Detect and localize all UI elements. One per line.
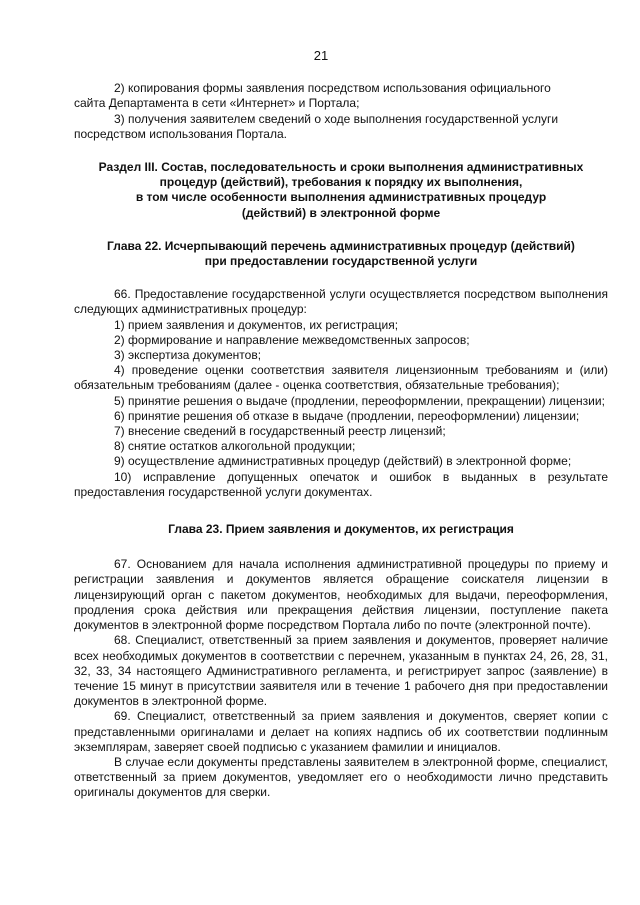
list-item	[74, 81, 608, 96]
paragraph: 67. Основанием для начала исполнения административной процедуры по приему и регистрации заявления и документов является обращение соискателя лицензии в лицензирующий орган с пакетом документов, необходимых для выдачи, переоформления, продления срока действия или прекращения действия лицензии, поступление пакета документов в электронной форме посредством Портала либо по почте (электронной почте).	[74, 557, 608, 633]
list-item: 6) принятие решения об отказе в выдаче (продлении, переоформлении) лицензии;	[114, 408, 580, 423]
chapter-22-title	[74, 239, 608, 269]
chapter-title-line: Глава 22. Исчерпывающий перечень административных процедур (действий)	[107, 238, 575, 253]
list-item: 1) прием заявления и документов, их регистрация;	[114, 317, 399, 332]
item-text: 2) копирования формы заявления посредством использования официального	[114, 81, 551, 96]
top-list	[74, 81, 608, 142]
section-title-line: (действий) в электронной форме	[241, 205, 441, 220]
list-item: 4) проведение оценки соответствия заявителя лицензионным требованиям и (или) обязательным требованиям (далее - оценка соответствия, обязательные требования);	[74, 363, 608, 393]
paragraph: 68. Специалист, ответственный за прием заявления и документов, проверяет наличие всех необходимых документов в соответствии с перечнем, указанным в пунктах 24, 26, 28, 31, 32, 33, 34 настоящего Административного регламента, и регистрирует запрос (заявление) в течение 15 минут в присутствии заявителя или в течение 1 рабочего дня при предоставлении документов в электронной форме.	[74, 633, 608, 709]
page-number: 21	[313, 48, 329, 63]
section-title-line: Раздел III. Состав, последовательность и сроки выполнения административных	[98, 160, 584, 175]
list-item: 9) осуществление административных процедур (действий) в электронной форме;	[114, 454, 572, 469]
chapter-23-title: Глава 23. Прием заявления и документов, их регистрация	[168, 522, 514, 537]
list-item: 3) экспертиза документов;	[114, 348, 262, 363]
item-text: 3) получения заявителем сведений о ходе выполнения государственной услуги	[114, 111, 559, 126]
list-item-continuation: сайта Департамента в сети «Интернет» и Портала;	[74, 96, 360, 111]
list-item: 8) снятие остатков алкогольной продукции;	[114, 439, 356, 454]
chapter-22-body	[74, 287, 608, 500]
section-title	[74, 160, 608, 221]
chapter-23-body	[74, 557, 608, 800]
list-item: 5) принятие решения о выдаче (продлении, переоформлении, прекращении) лицензии;	[114, 393, 605, 408]
list-item: 2) формирование и направление межведомственных запросов;	[114, 332, 470, 347]
paragraph: 69. Специалист, ответственный за прием заявления и документов, сверяет копии с представленными оригиналами и делает на копиях надпись об их соответствии подлинным экземплярам, заверяет своей подписью с указанием фамилии и инициалов.	[74, 709, 608, 754]
list-item-continuation: посредством использования Портала.	[74, 126, 287, 141]
section-title-line: процедур (действий), требования к порядку их выполнения,	[159, 175, 523, 190]
section-title-line: в том числе особенности выполнения административных процедур	[135, 190, 547, 205]
paragraph: 66. Предоставление государственной услуги осуществляется посредством выполнения следующих административных процедур:	[74, 287, 608, 317]
chapter-title-line: при предоставлении государственной услуги	[204, 254, 478, 269]
list-item: 7) внесение сведений в государственный реестр лицензий;	[114, 424, 446, 439]
paragraph: В случае если документы представлены заявителем в электронной форме, специалист, ответственный за прием документов, уведомляет его о необходимости лично представить оригиналы документов для сверки.	[74, 754, 608, 800]
list-item: 10) исправление допущенных опечаток и ошибок в выданных в результате предоставления государственной услуги документах.	[74, 469, 608, 499]
list-item	[74, 112, 608, 127]
